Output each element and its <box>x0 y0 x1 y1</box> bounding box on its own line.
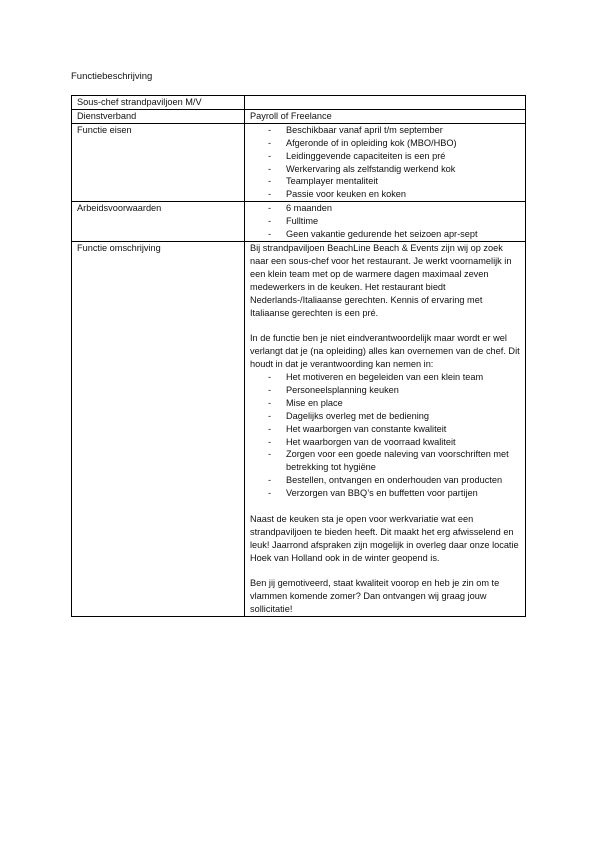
list-item: - Het motiveren en begeleiden van een klein team <box>284 371 520 384</box>
intro-paragraph: Bij strandpaviljoen BeachLine Beach & Events zijn wij op zoek naar een sous-chef voor het restaurant. Je werkt voornamelijk in een klein team met op de warmere dagen maximaal zeven medewerkers in de keuken. Het restaurant biedt Nederlands-/Italiaanse gerechten. Kennis of ervaring met Italiaanse gerechten is een pré. <box>250 242 512 318</box>
functie-omschrijving-value <box>245 241 526 616</box>
row-functie-eisen <box>72 123 526 201</box>
list-item: - Dagelijks overleg met de bediening <box>284 410 520 423</box>
functie-eisen-label: Functie eisen <box>72 123 245 201</box>
list-item: - Beschikbaar vanaf april t/m september <box>284 124 520 137</box>
row-functie-omschrijving <box>72 241 526 616</box>
variation-paragraph: Naast de keuken sta je open voor werkvariatie wat een strandpaviljoen te bieden heeft. Dit maakt het erg afwisselend en leuk! Jaarrond afspraken zijn mogelijk in overleg daar onze locatie Hoek van Holland ook in de winter geopend is. <box>250 513 519 563</box>
list-item: - 6 maanden <box>284 202 520 215</box>
list-item: - Geen vakantie gedurende het seizoen apr-sept <box>284 228 520 241</box>
functie-eisen-list <box>250 124 520 201</box>
job-title-value-cell <box>245 96 526 110</box>
arbeidsvoorwaarden-list <box>250 202 520 241</box>
row-arbeidsvoorwaarden <box>72 202 526 242</box>
list-item: - Personeelsplanning keuken <box>284 384 520 397</box>
list-item: - Mise en place <box>284 397 520 410</box>
document-title: Functiebeschrijving <box>71 71 153 82</box>
job-title-cell: Sous-chef strandpaviljoen M/V <box>72 96 245 110</box>
list-item: - Bestellen, ontvangen en onderhouden van producten <box>284 474 520 487</box>
list-item: - Teamplayer mentaliteit <box>284 175 520 188</box>
list-item: - Fulltime <box>284 215 520 228</box>
list-item: - Leidinggevende capaciteiten is een pré <box>284 150 520 163</box>
job-description-table <box>71 95 526 617</box>
row-dienstverband <box>72 109 526 123</box>
functie-eisen-value <box>245 123 526 201</box>
closing-paragraph: Ben jij gemotiveerd, staat kwaliteit voorop en heb je zin om te vlammen komende zomer? Dan ontvangen wij graag jouw sollicitatie! <box>250 578 500 615</box>
dienstverband-label: Dienstverband <box>72 109 245 123</box>
row-title <box>72 96 526 110</box>
list-item: - Afgeronde of in opleiding kok (MBO/HBO) <box>284 137 520 150</box>
list-item: - Zorgen voor een goede naleving van voorschriften met betrekking tot hygiëne <box>284 448 520 474</box>
dienstverband-value: Payroll of Freelance <box>245 109 526 123</box>
list-item: - Verzorgen van BBQ’s en buffetten voor partijen <box>284 487 520 500</box>
list-item: - Passie voor keuken en koken <box>284 188 520 201</box>
responsibility-paragraph: In de functie ben je niet eindverantwoordelijk maar wordt er wel verlangt dat je (na opleiding) alles kan overnemen van de chef. Dit houdt in dat je verantwoording kan nemen in: <box>250 333 520 370</box>
responsibility-list <box>250 371 520 500</box>
functie-omschrijving-label: Functie omschrijving <box>72 241 245 616</box>
list-item: - Het waarborgen van constante kwaliteit <box>284 423 520 436</box>
arbeidsvoorwaarden-value <box>245 202 526 242</box>
list-item: - Het waarborgen van de voorraad kwaliteit <box>284 436 520 449</box>
list-item: - Werkervaring als zelfstandig werkend kok <box>284 163 520 176</box>
arbeidsvoorwaarden-label: Arbeidsvoorwaarden <box>72 202 245 242</box>
